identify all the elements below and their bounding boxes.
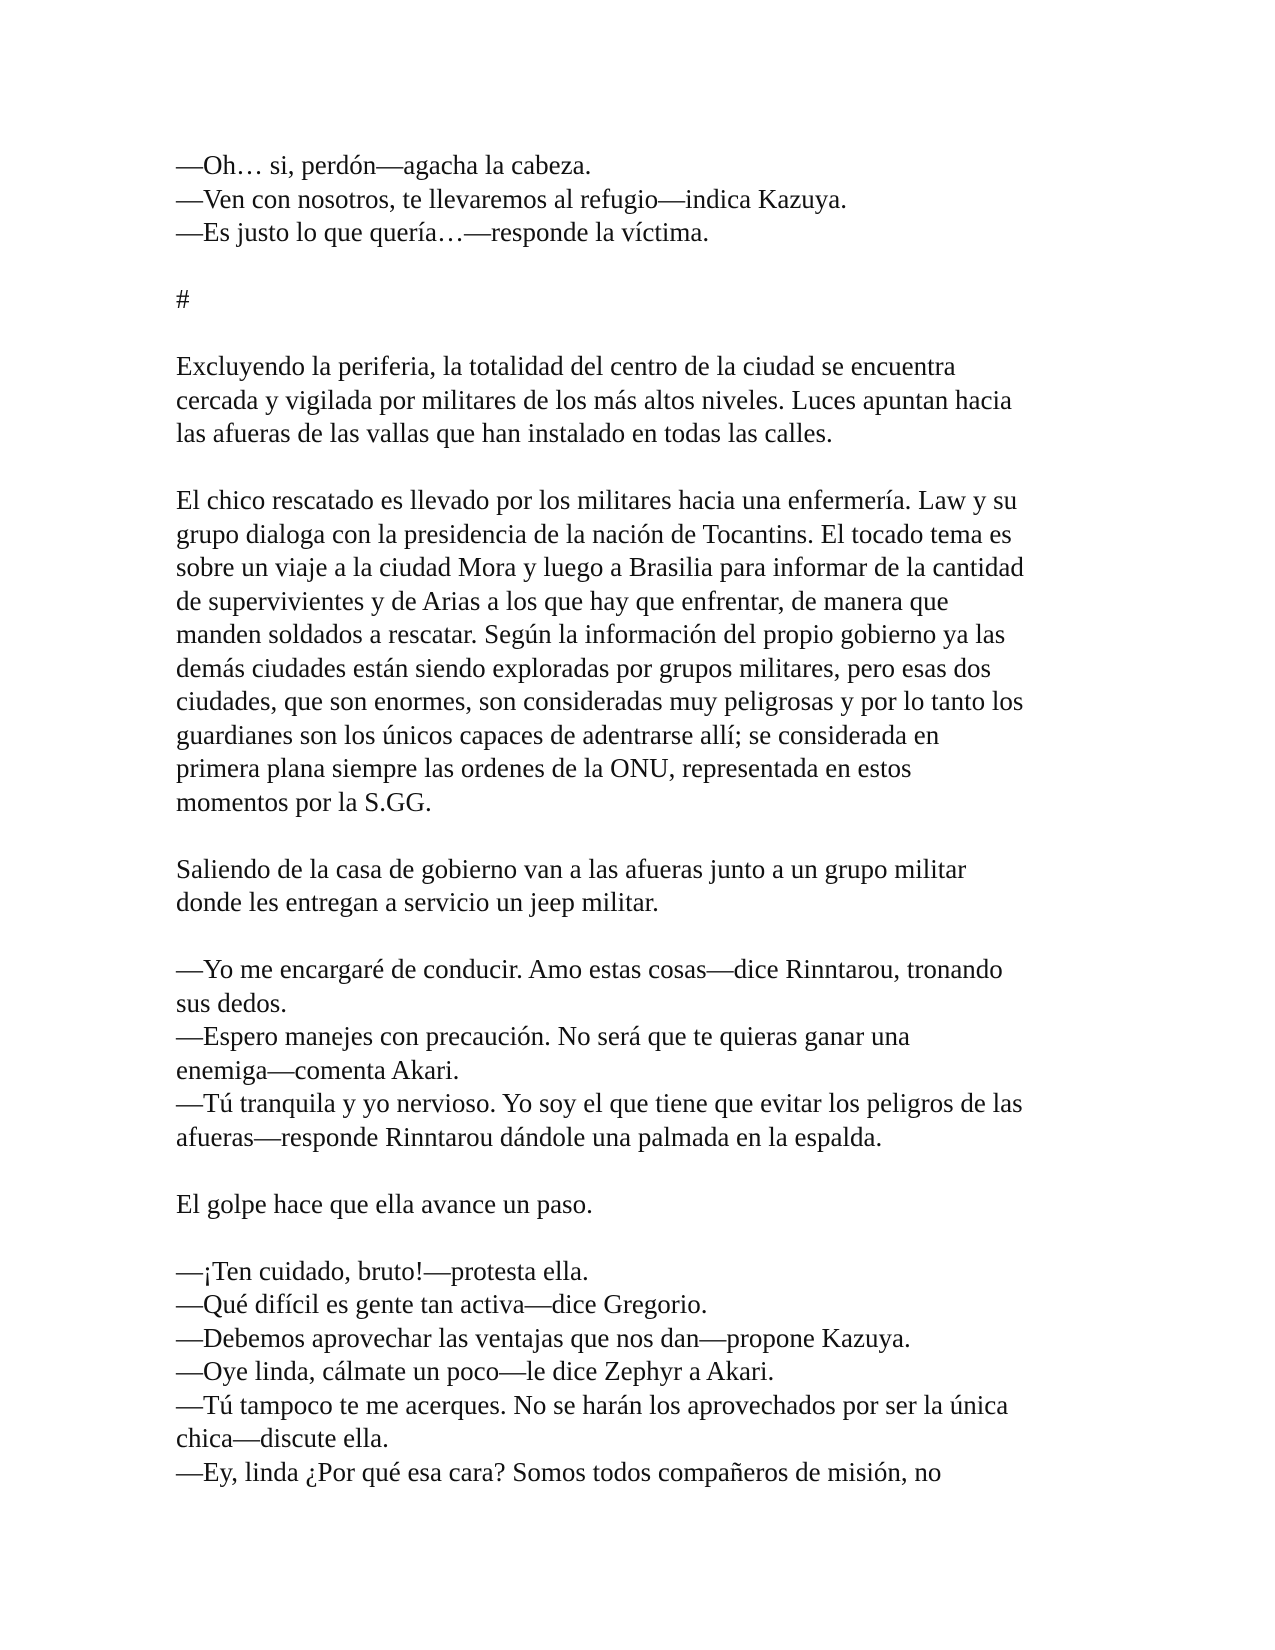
text-line: —Oh… si, perdón—agacha la cabeza.: [176, 150, 592, 180]
document-body: [176, 149, 1116, 1489]
paragraph-dialogue-rescue: [176, 149, 1116, 250]
text-line: —Oye linda, cálmate un poco—le dice Zephyr a Akari.: [176, 1356, 775, 1386]
text-line: chica—discute ella.: [176, 1423, 389, 1453]
text-line: —¡Ten cuidado, bruto!—protesta ella.: [176, 1255, 589, 1286]
text-line: sobre un viaje a la ciudad Mora y luego a Brasilia para informar de la cantidad: [176, 552, 1024, 582]
text-line: afueras—responde Rinntarou dándole una palmada en la espalda.: [176, 1121, 883, 1152]
text-line: las afueras de las vallas que han instalado en todas las calles.: [176, 418, 833, 448]
text-line: momentos por la S.GG.: [176, 786, 432, 817]
scene-break: [176, 283, 1116, 317]
text-line: manden soldados a rescatar. Según la información del propio gobierno ya las: [176, 619, 1006, 649]
text-line: —Ven con nosotros, te llevaremos al refugio—indica Kazuya.: [176, 183, 848, 214]
paragraph-city-center: [176, 350, 1116, 451]
text-line: donde les entregan a servicio un jeep militar.: [176, 887, 659, 917]
text-line: grupo dialoga con la presidencia de la nación de Tocantins. El tocado tema es: [176, 518, 1012, 549]
scene-break-mark: #: [176, 284, 190, 314]
text-line: —Ey, linda ¿Por qué esa cara? Somos todos compañeros de misión, no: [176, 1456, 942, 1487]
text-line: cercada y vigilada por militares de los más altos niveles. Luces apuntan hacia: [176, 384, 1012, 415]
text-line: guardianes son los únicos capaces de adentrarse allí; se considerada en: [176, 719, 940, 750]
text-line: El golpe hace que ella avance un paso.: [176, 1188, 593, 1219]
paragraph-dialogue-group: [176, 1255, 1116, 1490]
paragraph-the-blow: [176, 1188, 1116, 1222]
paragraph-dialogue-driving: [176, 953, 1116, 1154]
text-line: de supervivientes y de Arias a los que hay que enfrentar, de manera que: [176, 585, 949, 616]
text-line: —Tú tampoco te me acerques. No se harán los aprovechados por ser la única: [176, 1389, 1009, 1420]
text-line: —Es justo lo que quería…—responde la víctima.: [176, 217, 710, 247]
text-line: —Espero manejes con precaución. No será que te quieras ganar una: [176, 1021, 910, 1051]
text-line: primera plana siempre las ordenes de la ONU, representada en estos: [176, 753, 912, 783]
paragraph-jeep: [176, 853, 1116, 920]
text-line: —Yo me encargaré de conducir. Amo estas cosas—dice Rinntarou, tronando: [176, 954, 1003, 984]
text-line: enemiga—comenta Akari.: [176, 1054, 460, 1085]
text-line: demás ciudades están siendo exploradas por grupos militares, pero esas dos: [176, 652, 992, 683]
text-line: sus dedos.: [176, 987, 288, 1018]
text-line: ciudades, que son enormes, son consideradas muy peligrosas y por lo tanto los: [176, 686, 1024, 716]
text-line: —Debemos aprovechar las ventajas que nos dan—propone Kazuya.: [176, 1322, 911, 1353]
text-line: —Qué difícil es gente tan activa—dice Gregorio.: [176, 1289, 708, 1319]
text-line: —Tú tranquila y yo nervioso. Yo soy el que tiene que evitar los peligros de las: [176, 1088, 1023, 1118]
text-line: El chico rescatado es llevado por los militares hacia una enfermería. Law y su: [176, 485, 1018, 515]
text-line: Excluyendo la periferia, la totalidad del centro de la ciudad se encuentra: [176, 351, 956, 381]
text-line: Saliendo de la casa de gobierno van a las afueras junto a un grupo militar: [176, 853, 967, 884]
paragraph-mission-briefing: [176, 484, 1116, 819]
